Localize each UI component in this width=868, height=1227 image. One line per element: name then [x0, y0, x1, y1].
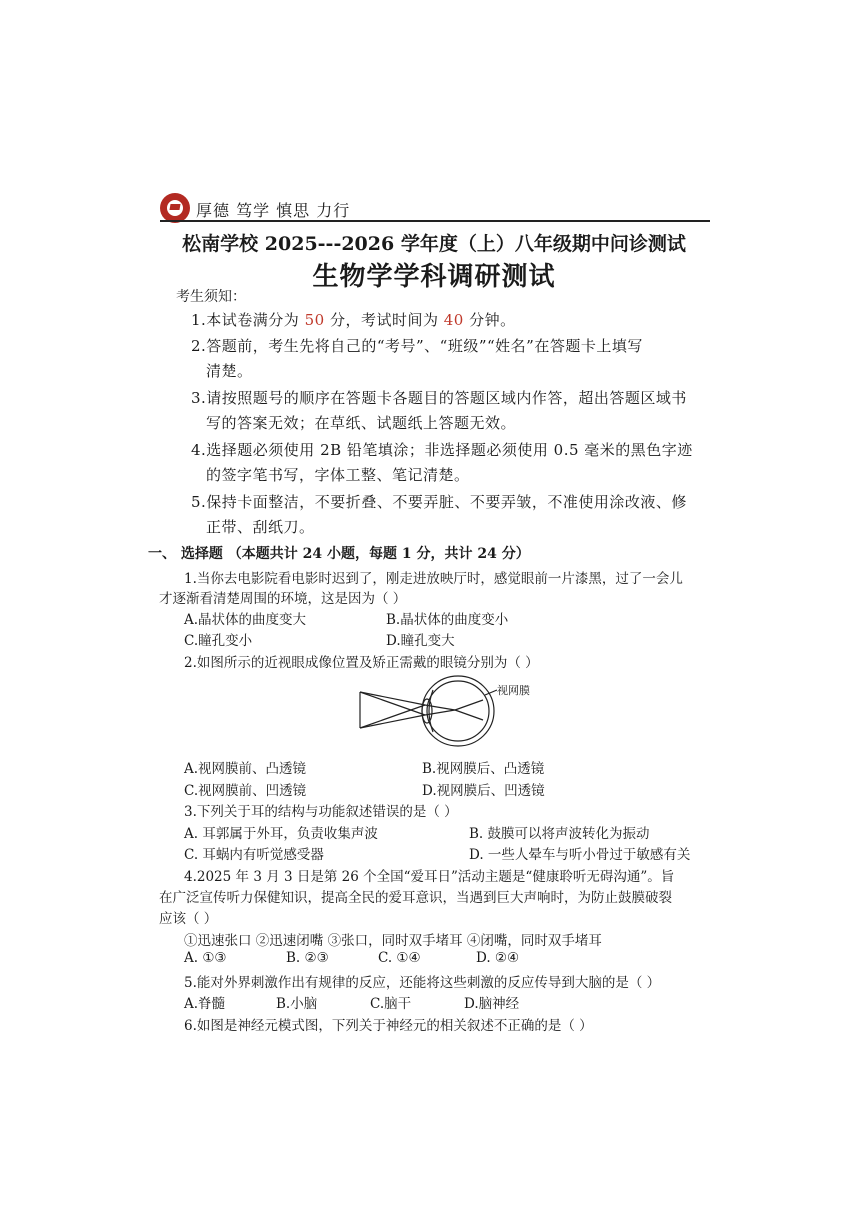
notice-item-4-cont: 的签字笔书写，字体工整、笔记清楚。: [206, 466, 470, 484]
header-divider: [160, 220, 710, 222]
notice-1-pre: 1.本试卷满分为: [191, 311, 305, 329]
q5-option-c: C.脑干: [370, 996, 412, 1012]
notice-item-4: 4.选择题必须使用 2B 铅笔填涂；非选择题必须使用 0.5 毫米的黑色字迹: [191, 441, 693, 459]
q4-option-b: B. ②③: [286, 950, 329, 966]
question-4-line-1: 4.2025 年 3 月 3 日是第 26 个全国“爱耳日”活动主题是“健康聆听无碍沟通”。旨: [184, 869, 675, 885]
question-4-line-3: 应该（ ）: [159, 911, 218, 927]
myopia-eye-diagram: [355, 670, 555, 760]
notice-item-3-cont: 写的答案无效；在草纸、试题纸上答题无效。: [206, 414, 517, 432]
q3-option-b: B. 鼓膜可以将声波转化为振动: [469, 826, 650, 842]
q4-option-c: C. ①④: [378, 950, 421, 966]
notice-item-3: 3.请按照题号的顺序在答题卡各题目的答题区域内作答，超出答题区域书: [191, 389, 687, 407]
question-5: 5.能对外界刺激作出有规律的反应，还能将这些刺激的反应传导到大脑的是（ ）: [184, 975, 661, 991]
notice-1-mid: 分，考试时间为: [324, 311, 444, 329]
exam-time: 40: [443, 311, 464, 329]
q2-option-d: D.视网膜后、凹透镜: [422, 783, 545, 799]
q4-option-a: A. ①③: [184, 950, 227, 966]
q2-option-b: B.视网膜后、凸透镜: [422, 761, 545, 777]
notice-1-post: 分钟。: [463, 311, 516, 329]
school-motto: 厚德 笃学 慎思 力行: [196, 201, 351, 220]
question-1-line-2: 才逐渐看清楚周围的环境，这是因为（ ）: [159, 591, 407, 607]
notice-item-2: 2.答题前，考生先将自己的“考号”、“班级”“姓名”在答题卡上填写: [191, 337, 643, 355]
q3-option-d: D. 一些人晕车与听小骨过于敏感有关: [469, 847, 691, 863]
notice-item-2-cont: 清楚。: [206, 362, 253, 380]
page-title: 生物学学科调研测试: [312, 262, 556, 292]
q1-option-a: A.晶状体的曲度变大: [184, 612, 307, 628]
question-4-line-2: 在广泛宣传听力保健知识，提高全民的爱耳意识，当遇到巨大声响时，为防止鼓膜破裂: [159, 890, 672, 906]
notice-item-1: [191, 309, 516, 330]
question-6: 6.如图是神经元模式图，下列关于神经元的相关叙述不正确的是（ ）: [184, 1018, 593, 1034]
question-4-items: ①迅速张口 ②迅速闭嘴 ③张口，同时双手堵耳 ④闭嘴，同时双手堵耳: [184, 933, 602, 949]
q4-option-d: D. ②④: [476, 950, 520, 966]
school-title: 松南学校 2025---2026 学年度（上）八年级期中问诊测试: [182, 233, 686, 255]
q5-option-d: D.脑神经: [464, 996, 520, 1012]
notice-heading: 考生须知：: [176, 289, 246, 305]
section-heading: 一、 选择题 （本题共计 24 小题，每题 1 分，共计 24 分）: [148, 546, 530, 562]
q2-option-c: C.视网膜前、凹透镜: [184, 783, 307, 799]
q2-option-a: A.视网膜前、凸透镜: [184, 761, 307, 777]
school-emblem-icon: [160, 193, 190, 223]
q5-option-a: A.脊髓: [184, 996, 226, 1012]
retina-label: 视网膜: [497, 684, 530, 697]
notice-item-5: 5.保持卡面整洁，不要折叠、不要弄脏、不要弄皱，不准使用涂改液、修: [191, 493, 687, 511]
question-1-line-1: 1.当你去电影院看电影时迟到了，刚走进放映厅时，感觉眼前一片漆黑，过了一会儿: [184, 571, 683, 587]
q1-option-d: D.瞳孔变大: [386, 633, 455, 649]
q1-option-b: B.晶状体的曲度变小: [386, 612, 509, 628]
total-score: 50: [304, 311, 325, 329]
q3-option-a: A. 耳郭属于外耳，负责收集声波: [184, 826, 378, 842]
question-2: 2.如图所示的近视眼成像位置及矫正需戴的眼镜分别为（ ）: [184, 655, 539, 671]
q3-option-c: C. 耳蜗内有听觉感受器: [184, 847, 324, 863]
q1-option-c: C.瞳孔变小: [184, 633, 253, 649]
q5-option-b: B.小脑: [276, 996, 318, 1012]
notice-item-5-cont: 正带、刮纸刀。: [206, 518, 315, 536]
question-3: 3.下列关于耳的结构与功能叙述错误的是（ ）: [184, 804, 458, 820]
